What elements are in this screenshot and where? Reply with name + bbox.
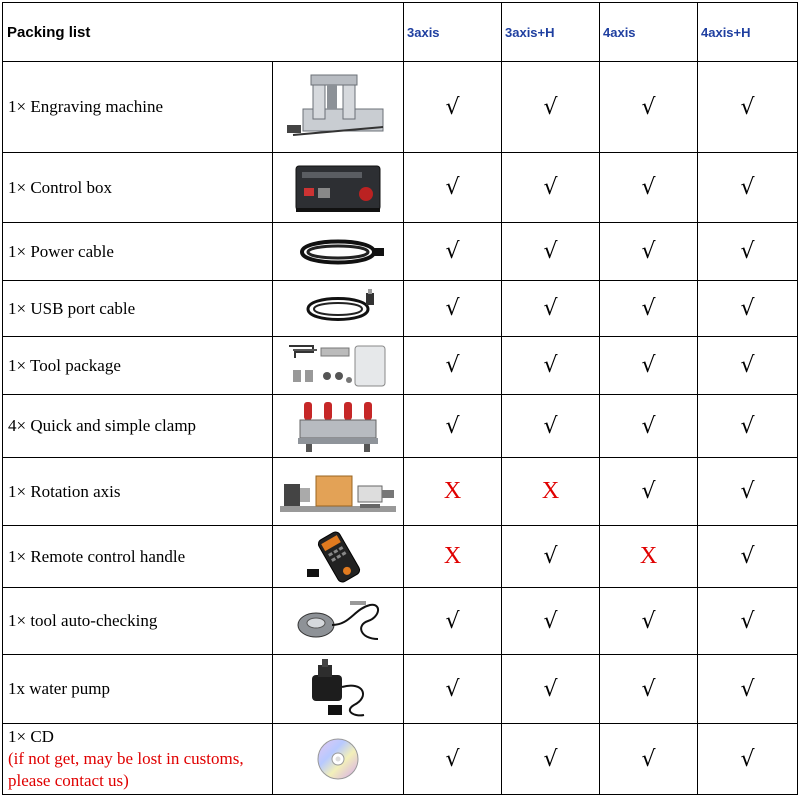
item-name-cell bbox=[3, 395, 273, 458]
check-mark-4axis: √ bbox=[600, 395, 698, 458]
item-name-cell bbox=[3, 153, 273, 223]
column-header-4axis: 4axis bbox=[600, 3, 698, 62]
clamp-icon bbox=[273, 398, 403, 454]
item-row bbox=[3, 588, 798, 655]
check-mark-3axis-h: √ bbox=[502, 724, 600, 795]
check-mark-4axis-h: √ bbox=[698, 655, 798, 724]
check-mark-4axis-h: √ bbox=[698, 223, 798, 281]
check-mark-3axis: √ bbox=[404, 724, 502, 795]
column-header-4axis-h: 4axis+H bbox=[698, 3, 798, 62]
check-mark-4axis: √ bbox=[600, 62, 698, 153]
cross-mark-3axis: X bbox=[404, 458, 502, 526]
item-name: 1× Engraving machine bbox=[8, 97, 163, 116]
check-mark-3axis: √ bbox=[404, 62, 502, 153]
item-row bbox=[3, 223, 798, 281]
control-box-icon bbox=[273, 160, 403, 216]
item-name: 1× CD bbox=[8, 727, 54, 746]
packing-list-table bbox=[2, 2, 798, 795]
item-name: 4× Quick and simple clamp bbox=[8, 416, 197, 435]
check-mark-3axis-h: √ bbox=[502, 281, 600, 337]
item-picture-cell bbox=[273, 223, 404, 281]
check-mark-4axis-h: √ bbox=[698, 281, 798, 337]
item-name-cell bbox=[3, 588, 273, 655]
item-name: 1× Remote control handle bbox=[8, 546, 186, 566]
tool-sensor-icon bbox=[273, 595, 403, 647]
check-mark-4axis: √ bbox=[600, 655, 698, 724]
check-mark-3axis: √ bbox=[404, 337, 502, 395]
item-name-cell bbox=[3, 655, 273, 724]
check-mark-4axis: √ bbox=[600, 337, 698, 395]
item-name-cell bbox=[3, 458, 273, 526]
check-mark-3axis-h: √ bbox=[502, 223, 600, 281]
engraving-machine-icon bbox=[273, 69, 403, 145]
item-row bbox=[3, 281, 798, 337]
check-mark-3axis-h: √ bbox=[502, 153, 600, 223]
item-row bbox=[3, 526, 798, 588]
tool-package-icon bbox=[273, 340, 403, 392]
item-name-cell bbox=[3, 223, 273, 281]
check-mark-3axis-h: √ bbox=[502, 62, 600, 153]
item-row bbox=[3, 458, 798, 526]
check-mark-4axis-h: √ bbox=[698, 395, 798, 458]
cross-mark-3axis-h: X bbox=[502, 458, 600, 526]
check-mark-4axis-h: √ bbox=[698, 458, 798, 526]
check-mark-4axis-h: √ bbox=[698, 526, 798, 588]
check-mark-4axis: √ bbox=[600, 281, 698, 337]
check-mark-3axis: √ bbox=[404, 223, 502, 281]
rotation-axis-icon bbox=[273, 464, 403, 520]
item-name-cell bbox=[3, 526, 273, 588]
header-row bbox=[3, 3, 798, 62]
cross-mark-4axis: X bbox=[600, 526, 698, 588]
check-mark-3axis-h: √ bbox=[502, 337, 600, 395]
item-picture-cell bbox=[273, 458, 404, 526]
item-name: 1× tool auto-checking bbox=[8, 611, 158, 630]
check-mark-4axis: √ bbox=[600, 458, 698, 526]
item-picture-cell bbox=[273, 281, 404, 337]
item-row bbox=[3, 395, 798, 458]
item-picture-cell bbox=[273, 526, 404, 588]
check-mark-4axis: √ bbox=[600, 153, 698, 223]
item-name: 1× Power cable bbox=[8, 241, 114, 261]
item-picture-cell bbox=[273, 153, 404, 223]
power-cable-icon bbox=[273, 232, 403, 272]
cross-mark-3axis: X bbox=[404, 526, 502, 588]
item-picture-cell bbox=[273, 337, 404, 395]
check-mark-4axis: √ bbox=[600, 588, 698, 655]
item-name-cell bbox=[3, 724, 273, 795]
check-mark-3axis-h: √ bbox=[502, 588, 600, 655]
packing-list-title: Packing list bbox=[3, 3, 404, 62]
check-mark-3axis-h: √ bbox=[502, 526, 600, 588]
item-row bbox=[3, 655, 798, 724]
check-mark-4axis: √ bbox=[600, 223, 698, 281]
check-mark-4axis-h: √ bbox=[698, 62, 798, 153]
item-row bbox=[3, 724, 798, 795]
item-name-cell bbox=[3, 337, 273, 395]
check-mark-4axis-h: √ bbox=[698, 153, 798, 223]
item-picture-cell bbox=[273, 724, 404, 795]
check-mark-4axis-h: √ bbox=[698, 337, 798, 395]
item-name: 1× Rotation axis bbox=[8, 481, 121, 501]
check-mark-3axis: √ bbox=[404, 655, 502, 724]
cd-icon bbox=[273, 735, 403, 783]
column-header-3axis: 3axis bbox=[404, 3, 502, 62]
item-picture-cell bbox=[273, 395, 404, 458]
item-picture-cell bbox=[273, 62, 404, 153]
item-row bbox=[3, 153, 798, 223]
item-picture-cell bbox=[273, 588, 404, 655]
check-mark-3axis: √ bbox=[404, 588, 502, 655]
item-row bbox=[3, 62, 798, 153]
remote-control-icon bbox=[273, 529, 403, 585]
item-name: 1× Control box bbox=[8, 177, 113, 197]
item-name-cell bbox=[3, 281, 273, 337]
item-name: 1x water pump bbox=[8, 679, 110, 698]
check-mark-3axis: √ bbox=[404, 395, 502, 458]
check-mark-3axis-h: √ bbox=[502, 395, 600, 458]
column-header-3axis-h: 3axis+H bbox=[502, 3, 600, 62]
item-row bbox=[3, 337, 798, 395]
item-name: 1× USB port cable bbox=[8, 298, 136, 318]
usb-cable-icon bbox=[273, 287, 403, 331]
check-mark-3axis: √ bbox=[404, 281, 502, 337]
item-picture-cell bbox=[273, 655, 404, 724]
check-mark-3axis-h: √ bbox=[502, 655, 600, 724]
water-pump-icon bbox=[273, 657, 403, 721]
item-name: 1× Tool package bbox=[8, 355, 121, 375]
check-mark-4axis-h: √ bbox=[698, 724, 798, 795]
item-name-cell bbox=[3, 62, 273, 153]
item-note: (if not get, may be lost in customs, please contact us) bbox=[8, 749, 244, 790]
check-mark-4axis: √ bbox=[600, 724, 698, 795]
check-mark-3axis: √ bbox=[404, 153, 502, 223]
check-mark-4axis-h: √ bbox=[698, 588, 798, 655]
